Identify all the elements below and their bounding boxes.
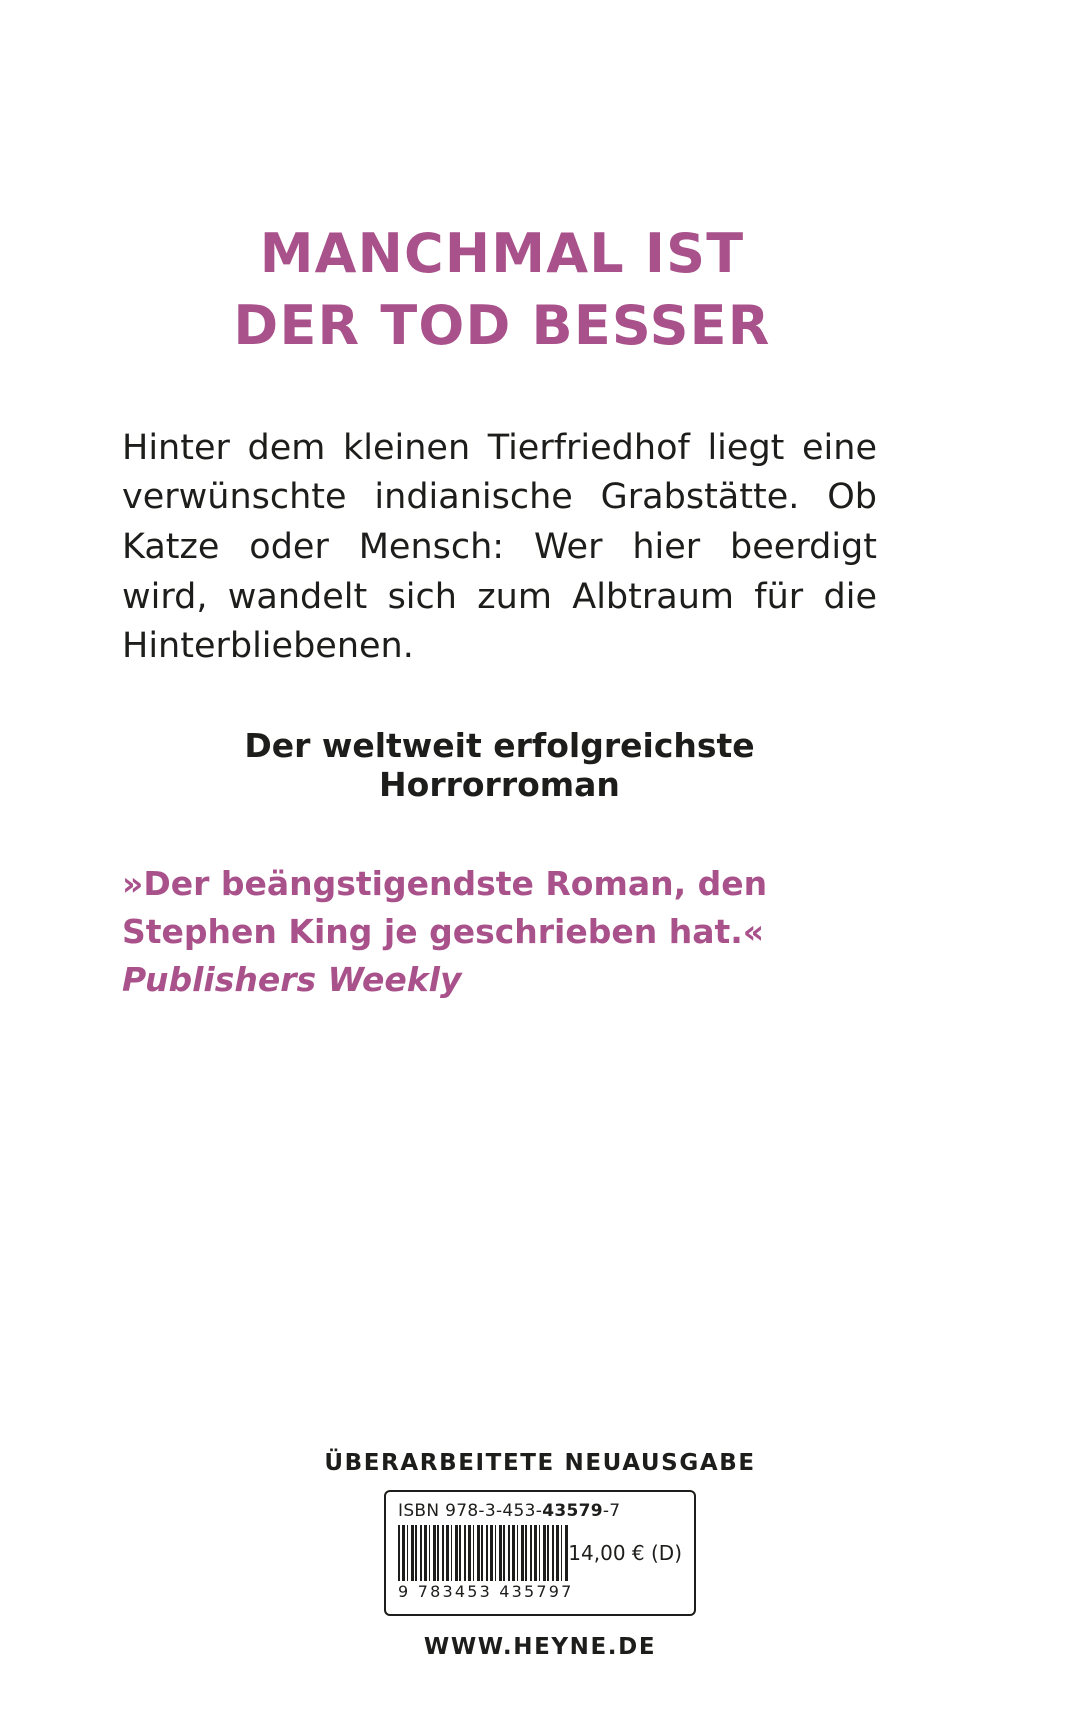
ean-digits bbox=[398, 1582, 682, 1601]
headline-line-1: MANCHMAL IST bbox=[259, 222, 745, 285]
isbn-line bbox=[398, 1501, 682, 1521]
blurb-text: Hinter dem kleinen Tierfriedhof liegt eine verwünschte indianische Grabstätte. Ob Katze oder Mensch: Wer hier beerdigt wird, wandelt sich zum Albtraum für die Hinterbliebenen. bbox=[122, 427, 877, 667]
tagline-text: Der weltweit erfolgreichste Horrorroman bbox=[244, 726, 755, 805]
review-quote-text: »Der beängstigendste Roman, den Stephen King je geschrieben hat.« bbox=[122, 864, 768, 951]
isbn-suffix: -7 bbox=[602, 1501, 621, 1521]
barcode-block bbox=[384, 1490, 696, 1616]
ean-lead-digit: 9 bbox=[398, 1582, 411, 1601]
back-cover-footer bbox=[0, 1450, 1080, 1660]
barcode-row bbox=[398, 1525, 682, 1581]
edition-note: ÜBERARBEITETE NEUAUSGABE bbox=[324, 1450, 756, 1476]
isbn-prefix: ISBN 978-3-453- bbox=[398, 1501, 543, 1521]
price-label: 14,00 € (D) bbox=[568, 1541, 682, 1565]
page-title bbox=[122, 218, 882, 362]
headline-line-2: DER TOD BESSER bbox=[233, 293, 771, 357]
review-quote bbox=[122, 860, 882, 1004]
barcode-icon bbox=[398, 1525, 568, 1581]
back-cover-content bbox=[122, 218, 962, 1004]
publisher-website: WWW.HEYNE.DE bbox=[423, 1634, 657, 1660]
isbn-bold: 43579 bbox=[542, 1501, 603, 1521]
ean-main-digits: 783453 435797 bbox=[417, 1582, 574, 1601]
review-quote-source: Publishers Weekly bbox=[122, 959, 462, 999]
